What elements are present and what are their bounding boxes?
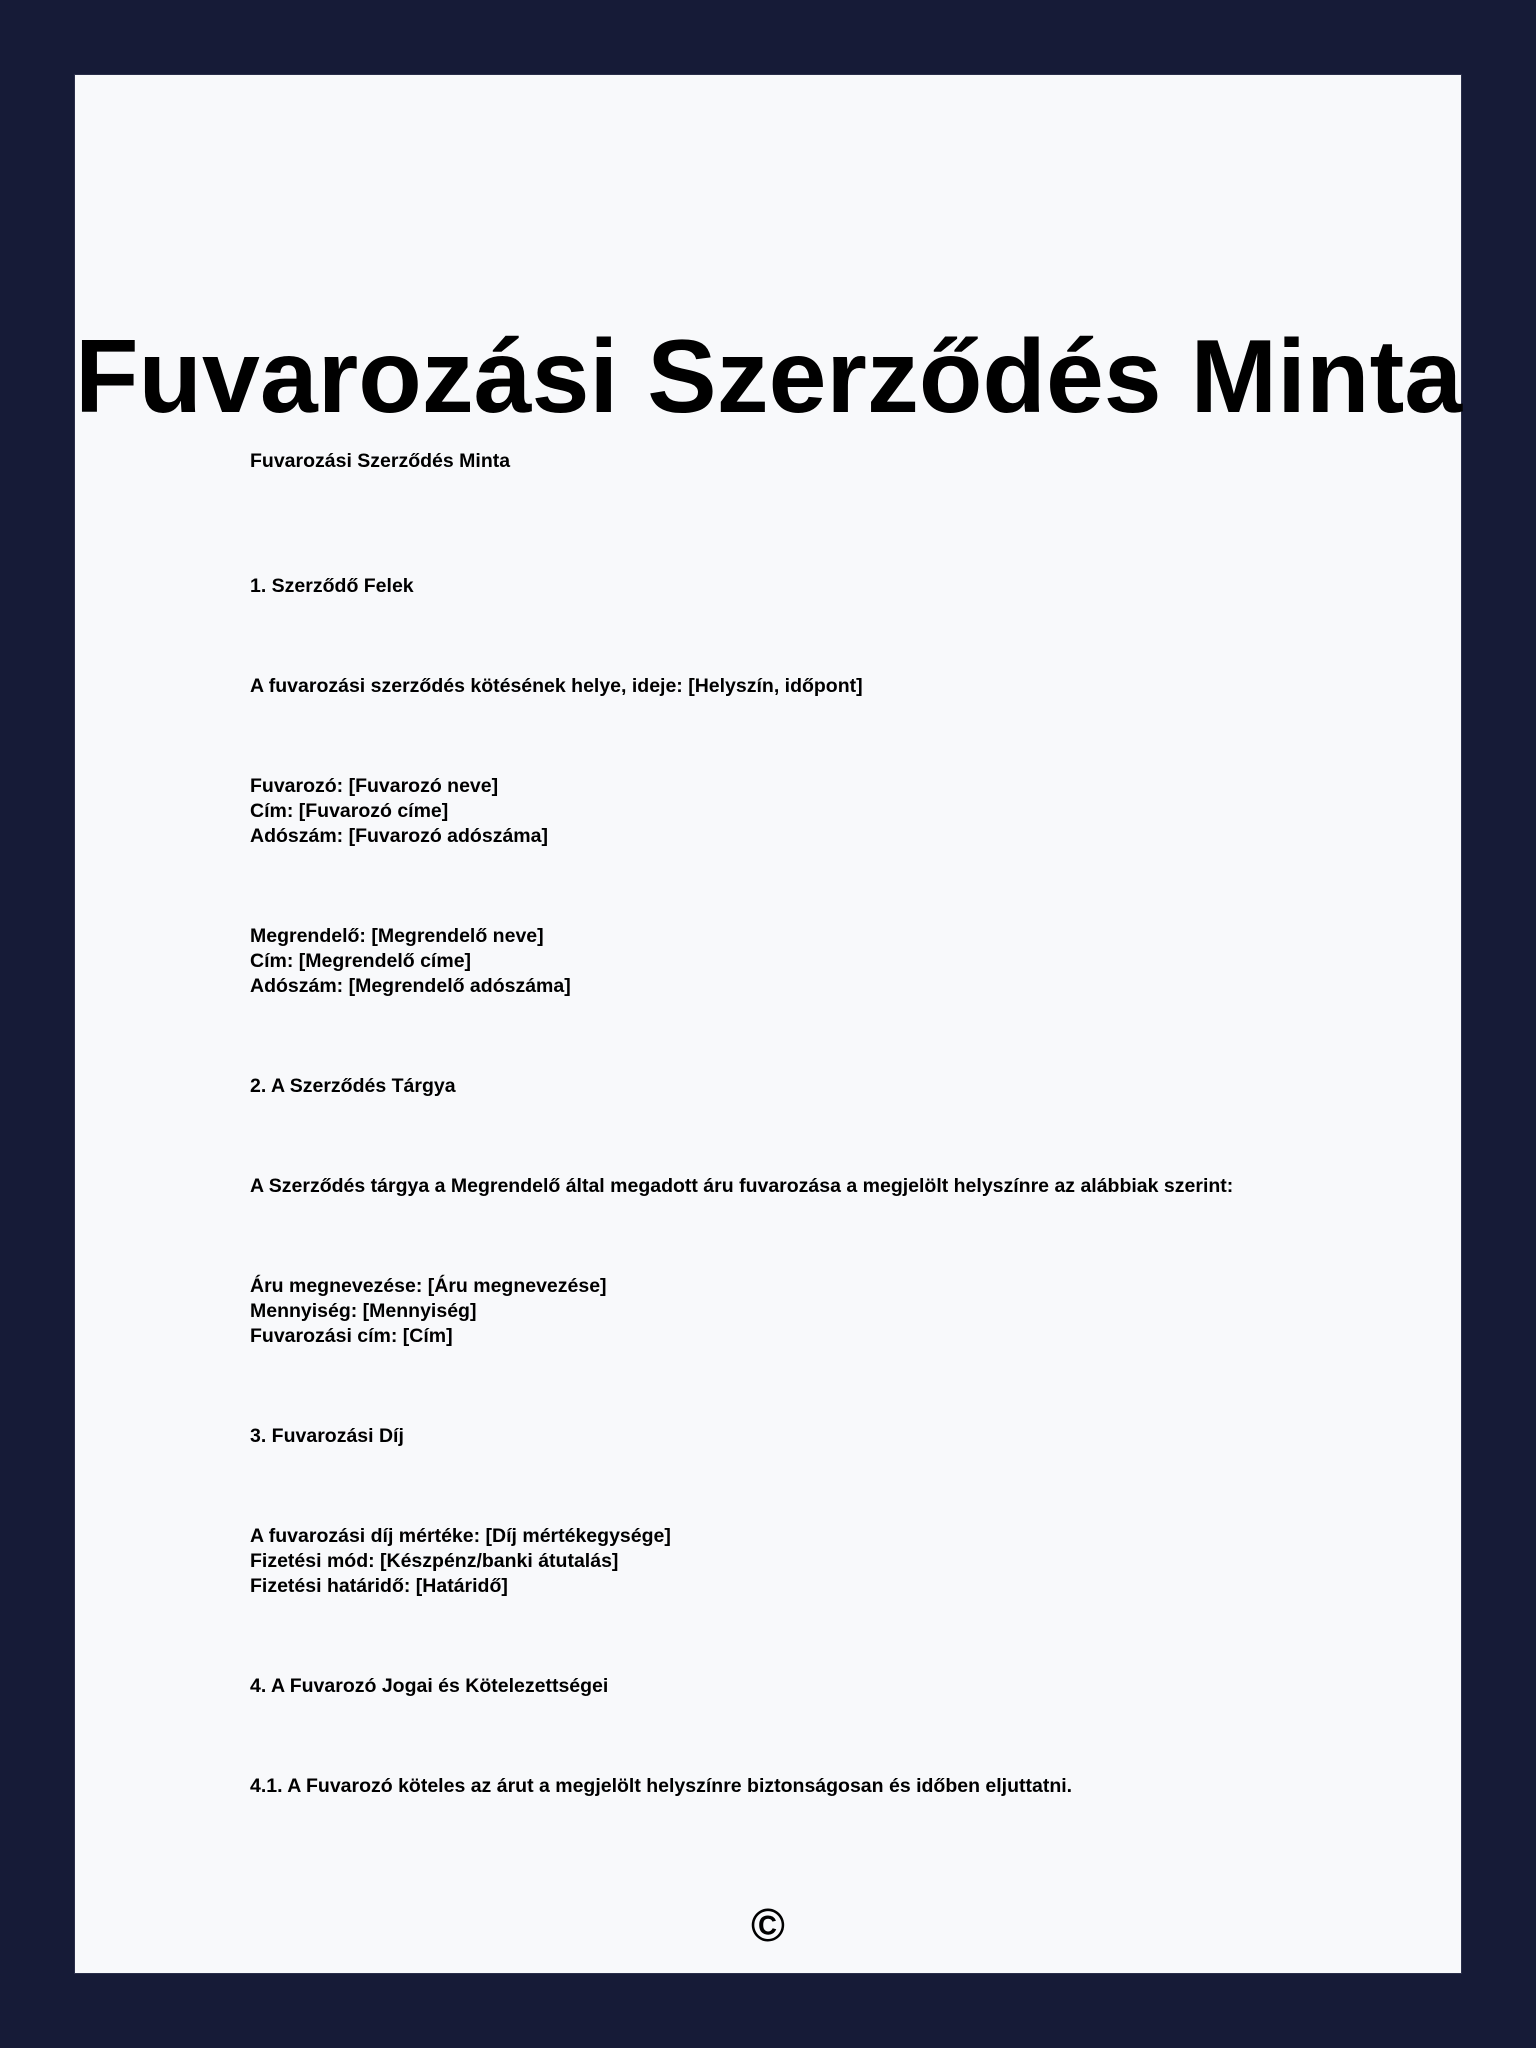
section-4-heading: 4. A Fuvarozó Jogai és Kötelezettségei (250, 1675, 609, 1697)
section-1-heading: 1. Szerződő Felek (250, 575, 414, 597)
section-4-item-1: 4.1. A Fuvarozó köteles az árut a megjelölt helyszínre biztonságosan és időben eljuttatni. (250, 1775, 1073, 1797)
section-3-heading: 3. Fuvarozási Díj (250, 1425, 404, 1447)
payment-deadline: Fizetési határidő: [Határidő] (250, 1575, 508, 1597)
section-2-heading: 2. A Szerződés Tárgya (250, 1075, 456, 1097)
contract-place-time: A fuvarozási szerződés kötésének helye, ideje: [Helyszín, időpont] (250, 675, 863, 697)
carrier-address: Cím: [Fuvarozó címe] (250, 800, 449, 822)
page-title: Fuvarozási Szerződés Minta (75, 319, 1463, 435)
copyright-icon: © (751, 1899, 785, 1951)
client-tax-number: Adószám: [Megrendelő adószáma] (250, 975, 571, 997)
client-address: Cím: [Megrendelő címe] (250, 950, 472, 972)
payment-method: Fizetési mód: [Készpénz/banki átutalás] (250, 1550, 619, 1572)
goods-quantity: Mennyiség: [Mennyiség] (250, 1300, 477, 1322)
client-name: Megrendelő: [Megrendelő neve] (250, 925, 544, 947)
goods-name: Áru megnevezése: [Áru megnevezése] (250, 1275, 607, 1297)
carrier-name: Fuvarozó: [Fuvarozó neve] (250, 775, 499, 797)
document-subtitle: Fuvarozási Szerződés Minta (250, 450, 511, 472)
delivery-address: Fuvarozási cím: [Cím] (250, 1325, 453, 1347)
section-2-intro: A Szerződés tárgya a Megrendelő által megadott áru fuvarozása a megjelölt helyszínre az alábbiak szerint: (250, 1175, 1234, 1197)
fee-amount: A fuvarozási díj mértéke: [Díj mértékegysége] (250, 1525, 671, 1547)
document-page (75, 75, 1461, 1973)
carrier-tax-number: Adószám: [Fuvarozó adószáma] (250, 825, 548, 847)
